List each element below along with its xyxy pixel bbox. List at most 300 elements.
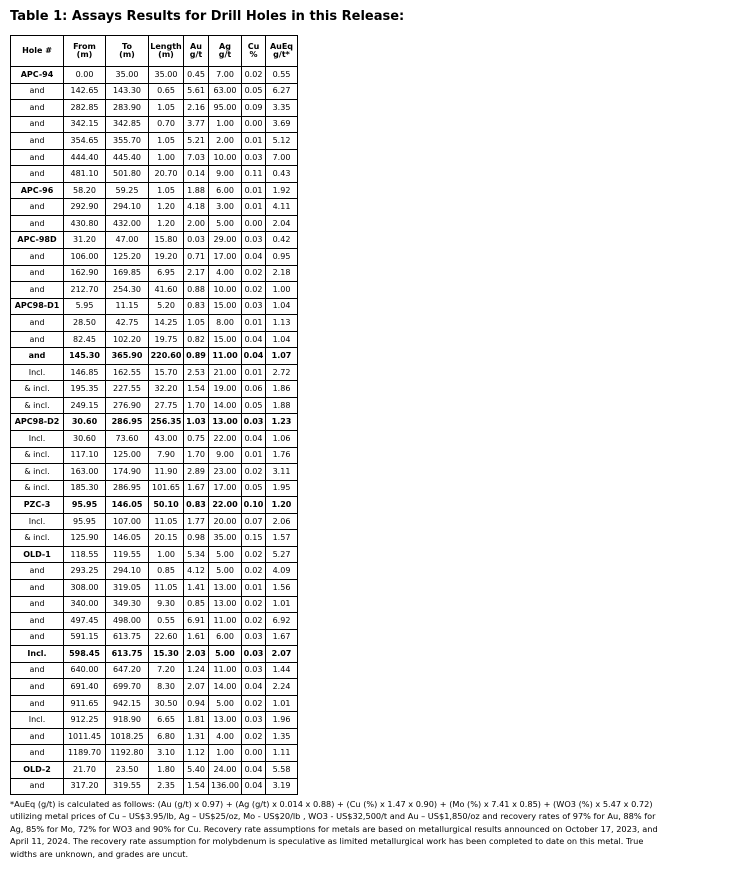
cu-cell: 0.09 [242,100,266,117]
ag-cell: 63.00 [209,83,242,100]
au-cell: 3.77 [184,116,209,133]
cu-cell: 0.04 [242,348,266,365]
aueq-footnote: *AuEq (g/t) is calculated as follows: (Au (g/t) x 0.97) + (Ag (g/t) x 0.014 x 0.88) + (Cu (%) x 1.47 x 0.90) + (Mo (%) x 7.41 x 0.85) + (WO3 (%) x 5.47 x 0.72) utilizing metal prices of Cu – US$3.95/lb, Ag – US$25/oz, Mo - US$20/lb , WO3 - US$32,500/t and Au – US$1,850/oz and recovery rates of 97% for Au, 88% for Ag, 85% for Mo, 72% for WO3 and 90% for Cu. Recovery rate assumptions for metals are based on metallurgical results announced on October 17, 2023, and April 11, 2024. The recovery rate assumption for molybdenum is speculative as limited metallurgical work has been completed to date on this metal. True widths are unknown, and grades are uncut. [10,799,658,859]
au-cell: 0.45 [184,67,209,84]
to-cell: 349.30 [106,596,149,613]
hole-cell: and [11,215,64,232]
from-cell: 317.20 [64,778,106,795]
column-header-aueq [266,36,298,67]
table-row [11,480,298,497]
au-cell: 1.77 [184,513,209,530]
au-cell: 0.71 [184,249,209,266]
length-cell: 20.15 [149,530,184,547]
cu-cell: 0.04 [242,778,266,795]
hole-cell: and [11,348,64,365]
hole-cell: and [11,579,64,596]
column-header-unit: (m) [119,50,135,59]
aueq-cell: 1.07 [266,348,298,365]
from-cell: 354.65 [64,133,106,150]
to-cell: 125.20 [106,249,149,266]
au-cell: 1.24 [184,662,209,679]
ag-cell: 9.00 [209,447,242,464]
table-row [11,199,298,216]
to-cell: 365.90 [106,348,149,365]
ag-cell: 3.00 [209,199,242,216]
au-cell: 1.81 [184,712,209,729]
length-cell: 0.65 [149,83,184,100]
au-cell: 2.17 [184,265,209,282]
cu-cell: 0.04 [242,761,266,778]
to-cell: 613.75 [106,646,149,663]
length-cell: 11.05 [149,579,184,596]
cu-cell: 0.11 [242,166,266,183]
from-cell: 106.00 [64,249,106,266]
au-cell: 1.05 [184,315,209,332]
hole-cell: Incl. [11,431,64,448]
column-header-unit: g/t* [273,50,290,59]
column-header-hole [11,36,64,67]
column-header-to [106,36,149,67]
ag-cell: 21.00 [209,364,242,381]
cu-cell: 0.02 [242,563,266,580]
cu-cell: 0.01 [242,199,266,216]
length-cell: 50.10 [149,497,184,514]
to-cell: 294.10 [106,199,149,216]
from-cell: 1189.70 [64,745,106,762]
ag-cell: 8.00 [209,315,242,332]
aueq-cell: 1.88 [266,397,298,414]
to-cell: 498.00 [106,613,149,630]
aueq-cell: 1.04 [266,298,298,315]
ag-cell: 11.00 [209,613,242,630]
ag-cell: 2.00 [209,133,242,150]
length-cell: 27.75 [149,397,184,414]
aueq-cell: 0.95 [266,249,298,266]
ag-cell: 10.00 [209,149,242,166]
to-cell: 294.10 [106,563,149,580]
cu-cell: 0.03 [242,662,266,679]
length-cell: 2.35 [149,778,184,795]
length-cell: 1.05 [149,182,184,199]
aueq-cell: 2.04 [266,215,298,232]
table-row [11,133,298,150]
table-row [11,513,298,530]
hole-cell: and [11,596,64,613]
length-cell: 1.05 [149,133,184,150]
length-cell: 15.30 [149,646,184,663]
table-row [11,596,298,613]
to-cell: 283.90 [106,100,149,117]
au-cell: 0.03 [184,232,209,249]
to-cell: 119.55 [106,546,149,563]
column-header-label: AuEq [269,42,294,51]
from-cell: 30.60 [64,414,106,431]
from-cell: 912.25 [64,712,106,729]
length-cell: 35.00 [149,67,184,84]
ag-cell: 17.00 [209,249,242,266]
hole-cell: and [11,83,64,100]
cu-cell: 0.15 [242,530,266,547]
ag-cell: 13.00 [209,579,242,596]
table-row [11,646,298,663]
au-cell: 2.03 [184,646,209,663]
cu-cell: 0.02 [242,728,266,745]
hole-cell: and [11,695,64,712]
ag-cell: 13.00 [209,596,242,613]
from-cell: 497.45 [64,613,106,630]
hole-cell: APC-96 [11,182,64,199]
hole-cell: and [11,249,64,266]
from-cell: 340.00 [64,596,106,613]
cu-cell: 0.02 [242,546,266,563]
aueq-cell: 5.12 [266,133,298,150]
length-cell: 0.55 [149,613,184,630]
table-row [11,67,298,84]
length-cell: 1.20 [149,215,184,232]
to-cell: 47.00 [106,232,149,249]
cu-cell: 0.06 [242,381,266,398]
length-cell: 6.95 [149,265,184,282]
cu-cell: 0.10 [242,497,266,514]
length-cell: 11.90 [149,464,184,481]
from-cell: 58.20 [64,182,106,199]
cu-cell: 0.02 [242,265,266,282]
au-cell: 2.53 [184,364,209,381]
au-cell: 2.00 [184,215,209,232]
aueq-cell: 6.27 [266,83,298,100]
table-row [11,315,298,332]
aueq-cell: 5.27 [266,546,298,563]
from-cell: 430.80 [64,215,106,232]
au-cell: 0.75 [184,431,209,448]
to-cell: 169.85 [106,265,149,282]
au-cell: 1.54 [184,778,209,795]
hole-cell: and [11,679,64,696]
aueq-cell: 2.24 [266,679,298,696]
table-row [11,761,298,778]
aueq-cell: 3.11 [266,464,298,481]
cu-cell: 0.02 [242,613,266,630]
table-row [11,712,298,729]
ag-cell: 22.00 [209,431,242,448]
hole-cell: OLD-1 [11,546,64,563]
ag-cell: 20.00 [209,513,242,530]
aueq-cell: 1.13 [266,315,298,332]
cu-cell: 0.01 [242,579,266,596]
table-row [11,381,298,398]
to-cell: 23.50 [106,761,149,778]
from-cell: 21.70 [64,761,106,778]
cu-cell: 0.03 [242,149,266,166]
to-cell: 146.05 [106,530,149,547]
to-cell: 286.95 [106,414,149,431]
hole-cell: and [11,116,64,133]
au-cell: 7.03 [184,149,209,166]
to-cell: 445.40 [106,149,149,166]
cu-cell: 0.05 [242,480,266,497]
ag-cell: 11.00 [209,348,242,365]
to-cell: 286.95 [106,480,149,497]
from-cell: 691.40 [64,679,106,696]
aueq-cell: 1.44 [266,662,298,679]
from-cell: 0.00 [64,67,106,84]
cu-cell: 0.03 [242,232,266,249]
au-cell: 0.83 [184,497,209,514]
aueq-cell: 3.35 [266,100,298,117]
cu-cell: 0.02 [242,596,266,613]
au-cell: 1.54 [184,381,209,398]
from-cell: 282.85 [64,100,106,117]
to-cell: 1018.25 [106,728,149,745]
table-row [11,546,298,563]
hole-cell: and [11,778,64,795]
au-cell: 4.12 [184,563,209,580]
aueq-cell: 1.01 [266,695,298,712]
table-row [11,83,298,100]
column-header-unit: (m) [76,50,93,59]
to-cell: 107.00 [106,513,149,530]
ag-cell: 17.00 [209,480,242,497]
to-cell: 319.55 [106,778,149,795]
cu-cell: 0.01 [242,182,266,199]
column-header-from [64,36,106,67]
to-cell: 143.30 [106,83,149,100]
cu-cell: 0.01 [242,315,266,332]
ag-cell: 29.00 [209,232,242,249]
length-cell: 22.60 [149,629,184,646]
hole-cell: and [11,745,64,762]
length-cell: 0.70 [149,116,184,133]
table-row [11,447,298,464]
hole-cell: APC-98D [11,232,64,249]
to-cell: 102.20 [106,331,149,348]
table-row [11,530,298,547]
au-cell: 0.14 [184,166,209,183]
length-cell: 15.80 [149,232,184,249]
cu-cell: 0.03 [242,629,266,646]
from-cell: 125.90 [64,530,106,547]
hole-cell: and [11,563,64,580]
cu-cell: 0.02 [242,67,266,84]
au-cell: 1.67 [184,480,209,497]
aueq-cell: 2.06 [266,513,298,530]
from-cell: 30.60 [64,431,106,448]
aueq-cell: 2.07 [266,646,298,663]
from-cell: 82.45 [64,331,106,348]
to-cell: 1192.80 [106,745,149,762]
length-cell: 15.70 [149,364,184,381]
ag-cell: 9.00 [209,166,242,183]
aueq-cell: 1.56 [266,579,298,596]
table-row [11,364,298,381]
cu-cell: 0.01 [242,364,266,381]
ag-cell: 14.00 [209,397,242,414]
table-row [11,679,298,696]
hole-cell: APC-94 [11,67,64,84]
from-cell: 308.00 [64,579,106,596]
to-cell: 942.15 [106,695,149,712]
hole-cell: and [11,315,64,332]
au-cell: 5.61 [184,83,209,100]
cu-cell: 0.03 [242,646,266,663]
from-cell: 142.65 [64,83,106,100]
table-row [11,431,298,448]
to-cell: 613.75 [106,629,149,646]
au-cell: 1.41 [184,579,209,596]
from-cell: 117.10 [64,447,106,464]
assay-results-table [10,35,298,795]
table-row [11,232,298,249]
from-cell: 292.90 [64,199,106,216]
cu-cell: 0.04 [242,249,266,266]
length-cell: 14.25 [149,315,184,332]
to-cell: 432.00 [106,215,149,232]
hole-cell: and [11,331,64,348]
cu-cell: 0.00 [242,745,266,762]
table-row [11,662,298,679]
length-cell: 3.10 [149,745,184,762]
au-cell: 2.89 [184,464,209,481]
aueq-cell: 5.58 [266,761,298,778]
table-row [11,149,298,166]
au-cell: 6.91 [184,613,209,630]
hole-cell: and [11,613,64,630]
table-row [11,116,298,133]
au-cell: 2.16 [184,100,209,117]
ag-cell: 22.00 [209,497,242,514]
from-cell: 598.45 [64,646,106,663]
ag-cell: 14.00 [209,679,242,696]
aueq-cell: 1.01 [266,596,298,613]
cu-cell: 0.03 [242,712,266,729]
column-header-label: Length [150,42,182,51]
hole-cell: & incl. [11,530,64,547]
from-cell: 95.95 [64,513,106,530]
length-cell: 101.65 [149,480,184,497]
au-cell: 0.89 [184,348,209,365]
table-row [11,348,298,365]
from-cell: 195.35 [64,381,106,398]
hole-cell: APC98-D2 [11,414,64,431]
aueq-cell: 2.72 [266,364,298,381]
au-cell: 1.61 [184,629,209,646]
au-cell: 5.34 [184,546,209,563]
hole-cell: & incl. [11,397,64,414]
table-row [11,579,298,596]
cu-cell: 0.02 [242,282,266,299]
aueq-cell: 1.23 [266,414,298,431]
ag-cell: 23.00 [209,464,242,481]
from-cell: 146.85 [64,364,106,381]
from-cell: 95.95 [64,497,106,514]
hole-cell: and [11,166,64,183]
table-header-row [11,36,298,67]
aueq-cell: 1.04 [266,331,298,348]
length-cell: 0.85 [149,563,184,580]
ag-cell: 10.00 [209,282,242,299]
aueq-cell: 1.92 [266,182,298,199]
ag-cell: 13.00 [209,712,242,729]
hole-cell: and [11,199,64,216]
table-row [11,298,298,315]
aueq-cell: 2.18 [266,265,298,282]
from-cell: 444.40 [64,149,106,166]
length-cell: 7.20 [149,662,184,679]
length-cell: 41.60 [149,282,184,299]
au-cell: 0.98 [184,530,209,547]
from-cell: 293.25 [64,563,106,580]
length-cell: 1.00 [149,149,184,166]
to-cell: 174.90 [106,464,149,481]
to-cell: 342.85 [106,116,149,133]
column-header-unit: g/t [218,50,232,59]
table-row [11,100,298,117]
length-cell: 1.05 [149,100,184,117]
to-cell: 146.05 [106,497,149,514]
length-cell: 19.75 [149,331,184,348]
column-header-label: From [73,42,96,51]
ag-cell: 15.00 [209,298,242,315]
column-header-label: Au [190,42,202,51]
au-cell: 5.21 [184,133,209,150]
to-cell: 73.60 [106,431,149,448]
hole-cell: and [11,662,64,679]
au-cell: 0.82 [184,331,209,348]
hole-cell: and [11,133,64,150]
column-header-ag [209,36,242,67]
aueq-cell: 1.96 [266,712,298,729]
cu-cell: 0.07 [242,513,266,530]
from-cell: 162.90 [64,265,106,282]
table-row [11,397,298,414]
ag-cell: 6.00 [209,629,242,646]
length-cell: 256.35 [149,414,184,431]
aueq-cell: 0.55 [266,67,298,84]
ag-cell: 11.00 [209,662,242,679]
column-header-au [184,36,209,67]
hole-cell: PZC-3 [11,497,64,514]
to-cell: 355.70 [106,133,149,150]
hole-cell: Incl. [11,364,64,381]
ag-cell: 95.00 [209,100,242,117]
ag-cell: 24.00 [209,761,242,778]
hole-cell: & incl. [11,480,64,497]
table-row [11,182,298,199]
column-header-label: Ag [219,42,231,51]
aueq-cell: 3.19 [266,778,298,795]
table-row [11,215,298,232]
table-title: Table 1: Assays Results for Drill Holes in this Release: [10,9,405,24]
to-cell: 647.20 [106,662,149,679]
table-row [11,695,298,712]
column-header-cu [242,36,266,67]
ag-cell: 7.00 [209,67,242,84]
column-header-unit: % [249,50,258,59]
aueq-cell: 1.06 [266,431,298,448]
from-cell: 911.65 [64,695,106,712]
from-cell: 118.55 [64,546,106,563]
table-row [11,331,298,348]
hole-cell: & incl. [11,381,64,398]
table-row [11,464,298,481]
ag-cell: 5.00 [209,646,242,663]
hole-cell: Incl. [11,712,64,729]
to-cell: 254.30 [106,282,149,299]
cu-cell: 0.03 [242,414,266,431]
to-cell: 125.00 [106,447,149,464]
column-header-unit: g/t [189,50,203,59]
table-row [11,745,298,762]
